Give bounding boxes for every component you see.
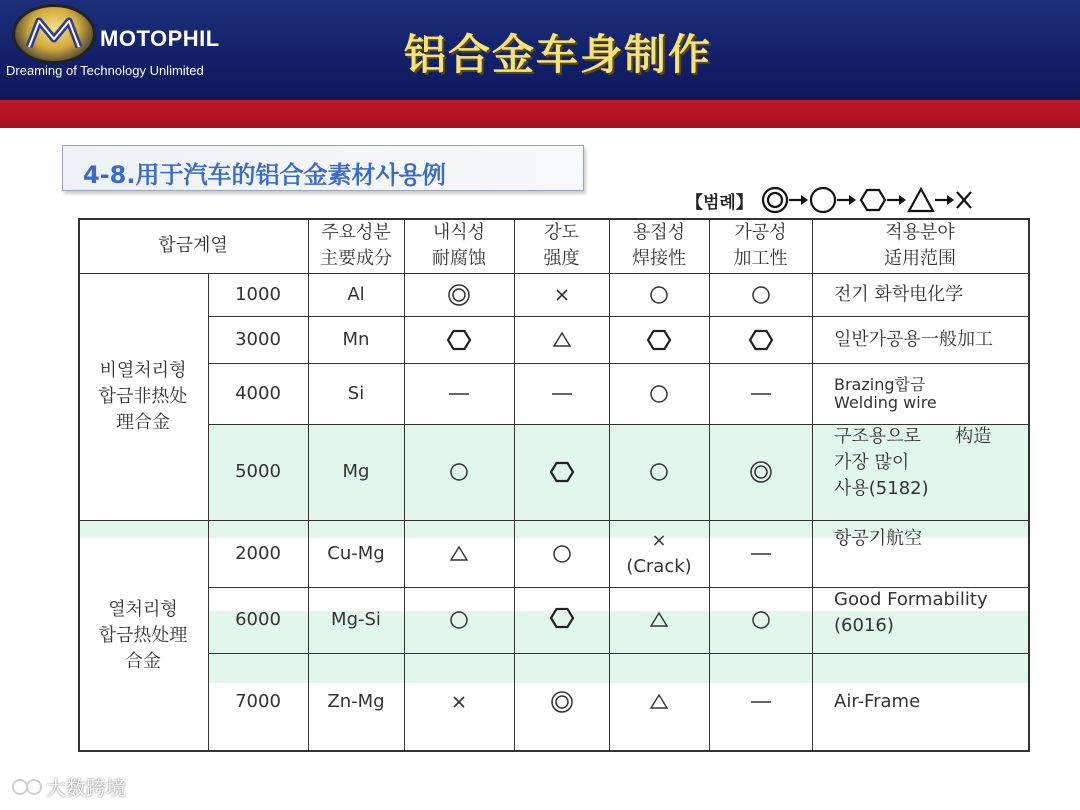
cross-icon: × xyxy=(651,529,667,551)
application-line: Welding wire xyxy=(834,392,937,412)
application-line: 사용(5182) xyxy=(834,478,929,499)
legend-symbols xyxy=(759,180,1003,220)
double-circle-icon xyxy=(709,424,812,520)
header-composition-ko: 주요성분 xyxy=(321,221,391,243)
header-strength-ko: 강도 xyxy=(544,221,579,243)
cell-series: 4000 xyxy=(235,382,281,404)
cell-application: 항공기航空 xyxy=(834,528,923,549)
header-weldability xyxy=(609,218,709,273)
header-composition xyxy=(308,218,404,273)
hexagon-icon xyxy=(861,190,885,210)
cell-composition: Si xyxy=(347,382,365,404)
cell-series: 6000 xyxy=(235,609,281,630)
circle-icon xyxy=(404,424,514,520)
cell-application xyxy=(812,363,1028,424)
cell-composition: Mg-Si xyxy=(331,609,381,630)
cell-application: 일반가공용一般加工 xyxy=(834,328,993,350)
triangle-icon xyxy=(514,316,609,363)
cell-weldability-crack xyxy=(609,520,709,587)
application-line: 구조용으로 构造 xyxy=(834,426,992,447)
crack-note: (Crack) xyxy=(626,555,692,577)
cell-application: 전기 화학电化学 xyxy=(834,283,964,305)
circle-icon xyxy=(609,363,709,424)
cell-composition: Mg xyxy=(342,461,370,482)
header-series: 합금계열 xyxy=(158,234,228,256)
group-label-line: 합금非热处 xyxy=(98,385,188,407)
dash-icon xyxy=(709,363,812,424)
dash-icon xyxy=(404,363,514,424)
circle-icon xyxy=(514,520,609,587)
cell-application xyxy=(812,587,1028,653)
cell-application: Air-Frame xyxy=(834,690,921,712)
cell-composition: Al xyxy=(347,283,365,305)
header-weldability-zh: 焊接性 xyxy=(632,247,686,269)
group-label-line: 合金 xyxy=(125,651,161,672)
header-corrosion xyxy=(404,218,514,273)
cell-composition: Zn-Mg xyxy=(327,690,385,712)
cell-series: 7000 xyxy=(235,690,281,712)
arrow-icon xyxy=(935,195,954,205)
header-workability xyxy=(709,218,812,273)
cell-application xyxy=(812,424,1028,520)
section-title-box xyxy=(62,145,584,191)
group-label-line: 理合金 xyxy=(116,411,170,433)
watermark-text: 大数跨境 xyxy=(46,776,126,800)
dash-icon xyxy=(514,363,609,424)
brand-tagline: Dreaming of Technology Unlimited xyxy=(6,63,204,78)
arrow-icon xyxy=(887,195,906,205)
group-label-non-heat-treatable xyxy=(78,273,208,520)
section-title: 4-8.用于汽车的铝合金素材사용例 xyxy=(83,161,446,189)
red-divider-band xyxy=(0,100,1080,128)
application-line: 가장 많이 xyxy=(834,452,910,473)
header-composition-zh: 主要成分 xyxy=(320,247,392,269)
circle-icon xyxy=(709,273,812,316)
circle-icon xyxy=(609,424,709,520)
motophil-logo xyxy=(12,4,96,64)
triangle-icon xyxy=(609,653,709,750)
header-strength-zh: 强度 xyxy=(543,247,580,269)
header-corrosion-zh: 耐腐蚀 xyxy=(432,247,486,269)
legend-label: 【범례】 xyxy=(686,192,753,213)
header-corrosion-ko: 내식성 xyxy=(432,221,486,243)
dash-icon xyxy=(709,653,812,750)
group-label-heat-treatable xyxy=(78,520,208,752)
triangle-icon xyxy=(609,587,709,653)
hexagon-icon xyxy=(709,316,812,363)
triangle-icon xyxy=(404,520,514,587)
watermark xyxy=(10,772,126,801)
cross-icon xyxy=(514,273,609,316)
header-application-zh: 适用范围 xyxy=(884,247,956,269)
hexagon-icon xyxy=(514,587,609,653)
cell-series: 3000 xyxy=(235,328,281,350)
application-line: Brazing합금 xyxy=(834,374,926,394)
hexagon-icon xyxy=(609,316,709,363)
group-label-line: 비열처리형 xyxy=(99,359,187,381)
group-label-line: 열처리형 xyxy=(108,599,178,620)
cell-series: 2000 xyxy=(235,542,281,564)
header-strength xyxy=(514,218,609,273)
dash-icon xyxy=(709,520,812,587)
triangle-icon xyxy=(909,189,933,211)
header-workability-zh: 加工性 xyxy=(733,247,788,269)
header-workability-ko: 가공성 xyxy=(734,221,787,243)
application-line: Good Formability xyxy=(834,589,988,610)
double-circle-icon xyxy=(763,188,787,212)
page-title: 铝合金车身制作 xyxy=(404,30,713,79)
watermark-logo-icon xyxy=(10,775,46,799)
cross-icon xyxy=(957,192,971,208)
legend xyxy=(686,180,1003,220)
cell-composition: Mn xyxy=(342,328,370,350)
hexagon-icon xyxy=(404,316,514,363)
brand-name: MOTOPHIL xyxy=(100,26,220,51)
double-circle-icon xyxy=(404,273,514,316)
cross-icon xyxy=(404,653,514,750)
circle-icon xyxy=(709,587,812,653)
cell-series: 1000 xyxy=(235,283,281,305)
header-application-ko: 적용분야 xyxy=(885,221,955,243)
cell-series: 5000 xyxy=(235,461,281,482)
circle-icon xyxy=(811,188,835,212)
hexagon-icon xyxy=(514,424,609,520)
circle-icon xyxy=(404,587,514,653)
arrow-icon xyxy=(837,195,856,205)
header-application xyxy=(812,218,1028,273)
double-circle-icon xyxy=(514,653,609,750)
cell-composition: Cu-Mg xyxy=(327,542,385,564)
circle-icon xyxy=(609,273,709,316)
header-weldability-ko: 용접성 xyxy=(632,221,686,243)
header-bar xyxy=(0,0,1080,100)
group-label-line: 합금热处理 xyxy=(98,625,188,646)
application-line: (6016) xyxy=(834,615,894,636)
alloy-table xyxy=(78,218,1030,752)
arrow-icon xyxy=(789,195,808,205)
